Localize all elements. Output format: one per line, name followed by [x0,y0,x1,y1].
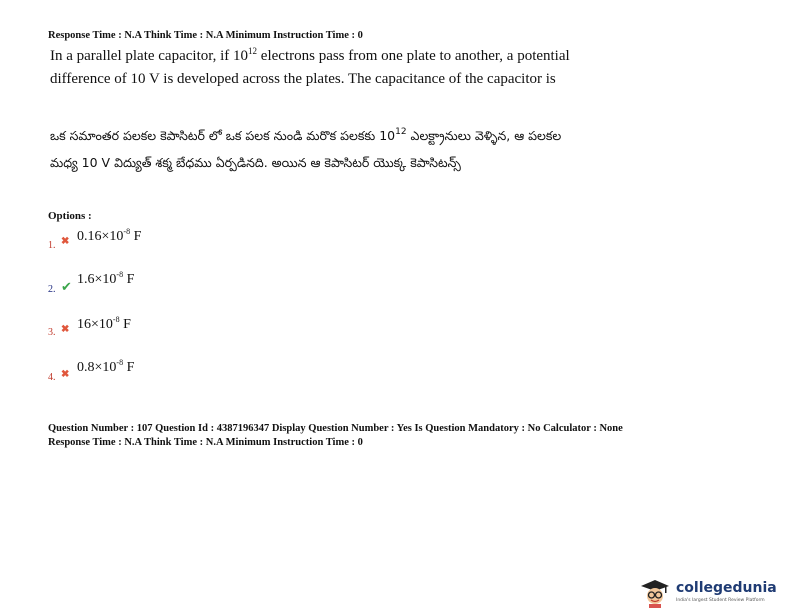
graduate-mascot-icon [640,578,670,608]
question-text-telugu [50,122,590,176]
option-2-text [77,272,134,288]
option-3-number: 3. [48,327,56,338]
option-4-mantissa: 0.8×10 [77,360,117,375]
question-text-english [50,45,580,91]
wrong-mark-icon: ✖ [61,369,70,380]
option-2-number: 2. [48,284,56,295]
wrong-mark-icon: ✖ [61,324,70,335]
brand-name: collegedunia [676,580,777,596]
option-1-number: 1. [48,240,56,251]
question-en-part2: electrons pass from one plate to another, a potential difference of 10 V is developed across the plates. The capacitance of the capacitor is [50,48,570,87]
option-2-unit: F [123,272,135,287]
question-te-part1: ఒక సమాంతర పలకల కెపాసిటర్ లో ఒక పలక నుండి మరొక పలకకు 10 [50,128,396,143]
option-4-text [77,360,134,376]
option-3-unit: F [119,317,131,332]
collegedunia-logo [640,578,790,608]
question-number-meta: Question Number : 107 Question Id : 4387196347 Display Question Number : Yes Is Question Mandatory : No Calculator : None [48,423,623,434]
question-en-part1: In a parallel plate capacitor, if 10 [50,48,249,64]
option-3-exponent: -8 [112,315,120,324]
option-2-exponent: -8 [116,270,124,279]
option-1-text [77,229,141,245]
option-4-number: 4. [48,372,56,383]
check-mark-icon: ✔ [61,279,72,294]
option-4-unit: F [123,360,135,375]
question-te-part2: ఎలక్ట్రానులు వెళ్ళిన, ఆ పలకల మధ్య 10 V విద్యుత్ శక్మ బేధము ఏర్పడినది. అయిన ఆ కెపాసిటర్ యొక్క కెపాసిటన్స్ [50,128,562,170]
question-te-exponent: 12 [395,127,407,137]
option-1-exponent: -8 [123,227,131,236]
question-en-exponent: 12 [248,46,258,56]
option-1-unit: F [130,229,142,244]
brand-tagline: India's largest Student Review Platform [676,598,765,603]
option-4-exponent: -8 [116,358,124,367]
response-time-meta: Response Time : N.A Think Time : N.A Minimum Instruction Time : 0 [48,30,363,41]
option-1-mantissa: 0.16×10 [77,229,124,244]
response-time-meta-footer: Response Time : N.A Think Time : N.A Minimum Instruction Time : 0 [48,437,363,448]
option-3-text [77,317,131,333]
options-label: Options : [48,210,92,222]
option-3-mantissa: 16×10 [77,317,113,332]
option-2-mantissa: 1.6×10 [77,272,117,287]
wrong-mark-icon: ✖ [61,236,70,247]
